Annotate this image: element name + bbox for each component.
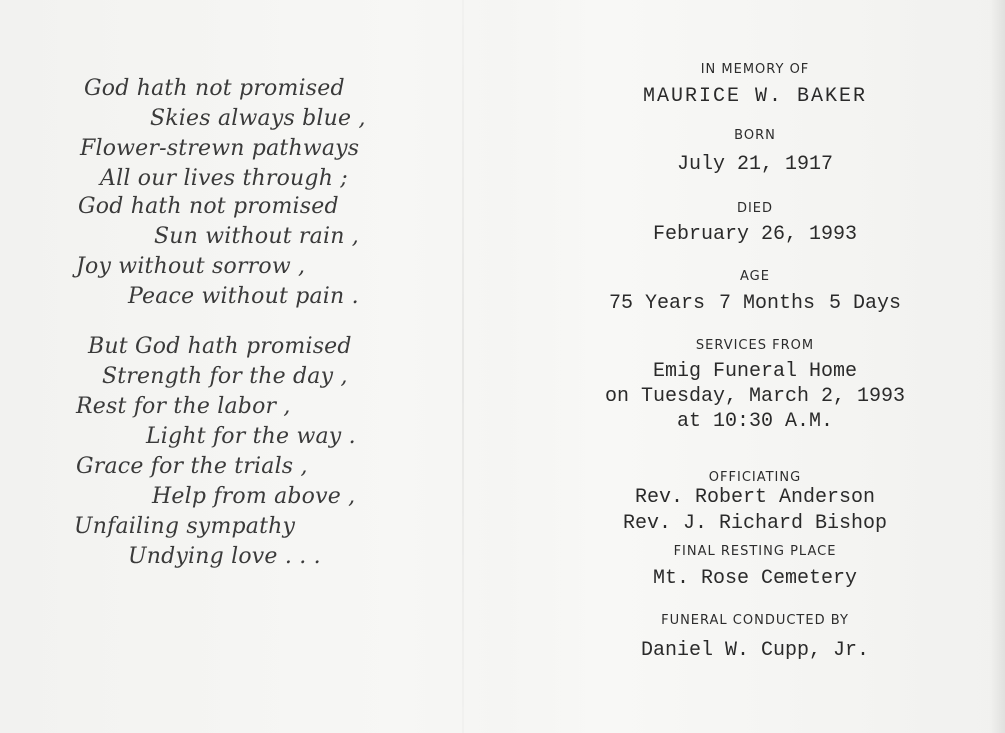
services-place: Emig Funeral Home <box>652 360 858 383</box>
age-years: 75 Years <box>608 292 705 315</box>
conducted-label: FUNERAL CONDUCTED BY <box>661 613 849 628</box>
poem-line: Grace for the trials , <box>76 454 308 479</box>
poem-line: God hath not promised <box>84 76 345 101</box>
conducted-by: Daniel W. Cupp, Jr. <box>640 639 870 662</box>
services-date: on Tuesday, March 2, 1993 <box>604 385 906 408</box>
officiant-1: Rev. Robert Anderson <box>634 486 876 509</box>
officiant-2: Rev. J. Richard Bishop <box>622 512 888 535</box>
poem-line: God hath not promised <box>78 194 339 219</box>
died-date: February 26, 1993 <box>652 223 858 246</box>
poem-line: Sun without rain , <box>154 224 359 249</box>
born-label: BORN <box>734 128 776 143</box>
poem-line: All our lives through ; <box>100 166 348 191</box>
age-days: 5 Days <box>829 292 902 315</box>
died-label: DIED <box>736 201 774 216</box>
poem-line: Peace without pain . <box>128 284 359 309</box>
card-fold <box>462 0 464 733</box>
poem-line: Undying love . . . <box>128 544 321 569</box>
poem-line: Skies always blue , <box>150 106 366 131</box>
poem-line: Strength for the day , <box>102 364 348 389</box>
poem-line: Joy without sorrow , <box>76 254 306 279</box>
poem-line: Unfailing sympathy <box>74 514 296 539</box>
age-label: AGE <box>740 269 770 284</box>
born-date: July 21, 1917 <box>676 153 834 176</box>
card-edge-shadow <box>990 0 1005 733</box>
age-months: 7 Months <box>718 292 815 315</box>
memory-heading: IN MEMORY OF <box>700 62 810 77</box>
poem-line: Flower-strewn pathways <box>80 136 360 161</box>
services-time: at 10:30 A.M. <box>676 410 834 433</box>
deceased-name: MAURICE W. BAKER <box>642 85 868 108</box>
officiating-label: OFFICIATING <box>708 470 802 485</box>
services-label: SERVICES FROM <box>695 338 815 353</box>
age-value <box>560 291 950 316</box>
poem-line: Light for the way . <box>146 424 356 449</box>
poem-line: Rest for the labor , <box>76 394 291 419</box>
poem-line: But God hath promised <box>88 334 352 359</box>
resting-place: Mt. Rose Cemetery <box>652 567 858 590</box>
resting-label: FINAL RESTING PLACE <box>673 544 837 559</box>
poem-line: Help from above , <box>152 484 356 509</box>
